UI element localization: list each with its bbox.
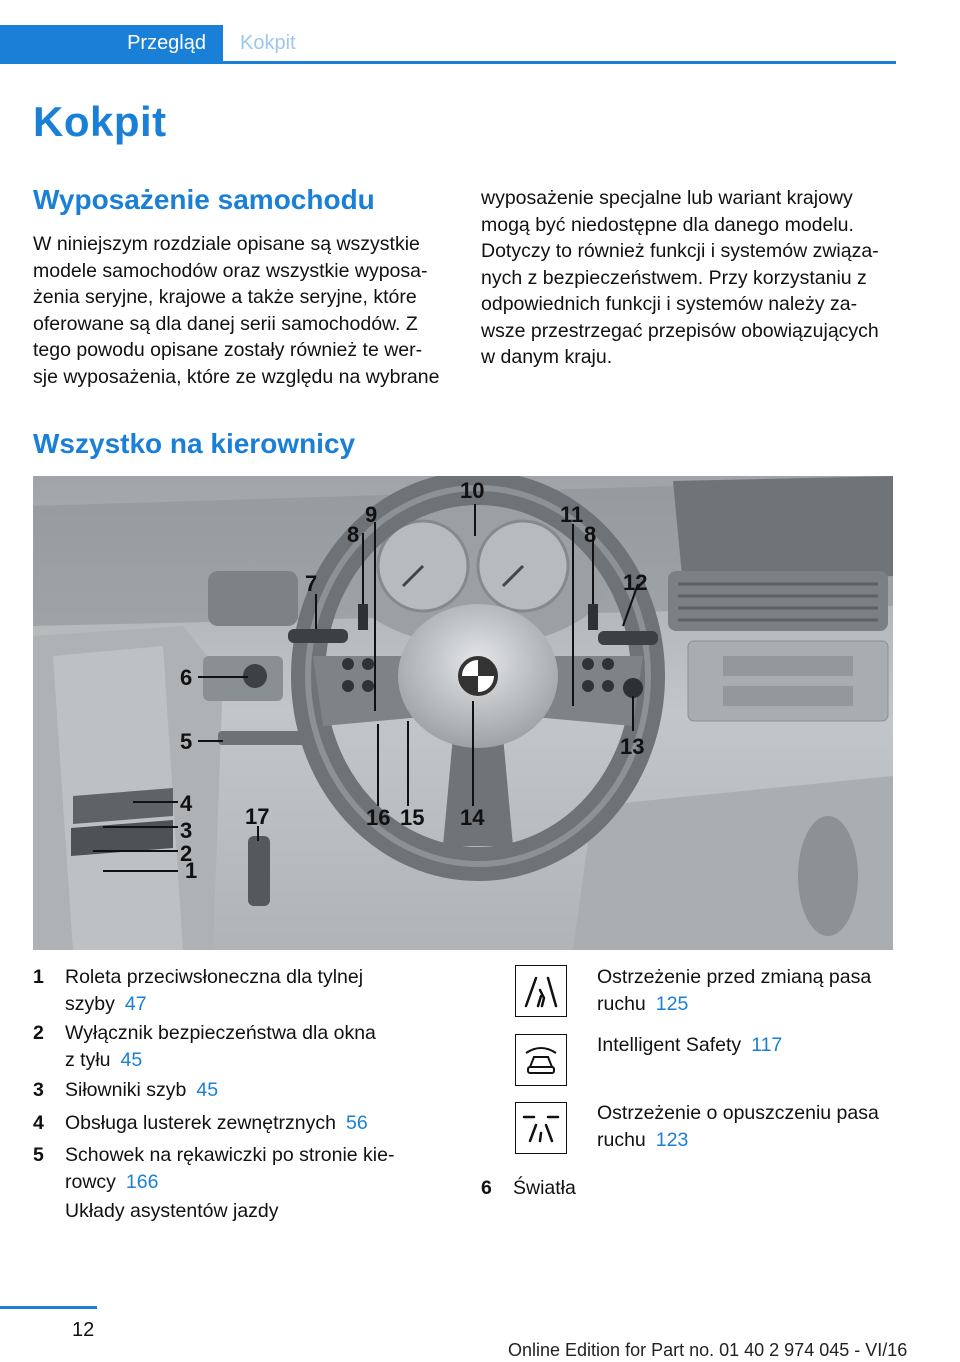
intro-text-left: W niniejszym rozdziale opisane są wszystkie modele samochodów oraz wszystkie wyposa‐ żenia seryjne, krajowe a także seryjne, które oferowane są dla danej serii samochodów. Z tego powodu opisane zostały również te wer‐ sje wyposażenia, które ze względu na wybrane (33, 233, 440, 388)
lane-departure-warning-icon (515, 1102, 567, 1154)
page-link[interactable]: 166 (125, 1170, 159, 1193)
page-link[interactable]: 45 (120, 1048, 143, 1071)
intelligent-safety-icon (515, 1034, 567, 1086)
callout-4: 4 (180, 791, 193, 816)
callout-5: 5 (180, 729, 193, 754)
section-title-steering-wheel: Wszystko na kierownicy (33, 428, 356, 459)
callout-7: 7 (305, 571, 318, 596)
callout-17: 17 (245, 804, 270, 829)
edition-footer: Online Edition for Part no. 01 40 2 974 045 - VI/16 (508, 1340, 908, 1360)
callout-2: 2 (180, 841, 193, 866)
tab-przeglad[interactable]: Przegląd (0, 25, 223, 61)
callout-8-left: 8 (347, 522, 360, 547)
legend-item-lane-change: Ostrzeżenie przed zmianą pasa ruchu 125 (597, 966, 872, 1015)
footer-rule (0, 1306, 97, 1309)
callout-12: 12 (623, 570, 648, 595)
callout-11: 11 (560, 502, 584, 527)
lane-change-warning-icon (515, 965, 567, 1017)
intro-text-right: wyposażenie specjalne lub wariant krajowy mogą być niedostępne dla danego modelu. Dotyczy to również funkcji i systemów związa‐ nych z bezpieczeństwem. Przy korzystaniu z odpowiednich funkcji i systemów należy za‐ wsze przestrzegać przepisów obowiązujących w danym kraju. (481, 187, 879, 368)
callout-1: 1 (185, 858, 198, 883)
page-link[interactable]: 123 (655, 1128, 689, 1151)
callout-9: 9 (365, 502, 378, 527)
cockpit-illustration (33, 476, 893, 950)
callout-6: 6 (180, 665, 193, 690)
tab-kokpit[interactable]: Kokpit (240, 31, 296, 54)
legend-item-lane-departure: Ostrzeżenie o opuszczeniu pasa ruchu 123 (597, 1102, 879, 1151)
callout-8-right: 8 (584, 522, 597, 547)
page-link[interactable]: 125 (655, 992, 689, 1015)
top-tab-bar (0, 25, 896, 64)
callout-13: 13 (620, 734, 645, 759)
callout-10: 10 (460, 478, 485, 503)
page-link[interactable]: 56 (345, 1112, 368, 1134)
page-link[interactable]: 47 (124, 992, 147, 1015)
page-link[interactable]: 45 (196, 1079, 219, 1101)
legend-item-intelligent-safety: Intelligent Safety 117 (597, 1034, 783, 1056)
callout-14: 14 (460, 805, 485, 830)
callout-3: 3 (180, 818, 193, 843)
page-link[interactable]: 117 (751, 1034, 783, 1056)
page-title: Kokpit (33, 98, 167, 145)
section-title-equipment: Wyposażenie samochodu (33, 184, 375, 215)
page-number: 12 (72, 1319, 95, 1341)
callout-16: 16 (366, 805, 391, 830)
callout-15: 15 (400, 805, 425, 830)
